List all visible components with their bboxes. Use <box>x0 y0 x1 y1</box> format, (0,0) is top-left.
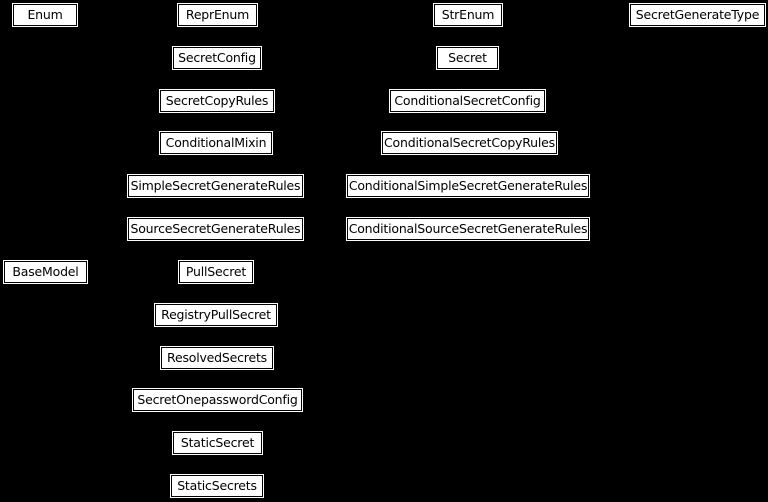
class-node-source-secret-generate-rules[interactable]: SourceSecretGenerateRules <box>128 218 303 240</box>
class-node-static-secret[interactable]: StaticSecret <box>173 432 262 454</box>
class-node-pull-secret[interactable]: PullSecret <box>179 261 253 283</box>
class-node-secret-copy-rules[interactable]: SecretCopyRules <box>160 90 274 112</box>
class-node-conditional-simple-secret-generate-rules[interactable]: ConditionalSimpleSecretGenerateRules <box>347 175 589 197</box>
class-node-secret[interactable]: Secret <box>437 47 498 69</box>
class-node-simple-secret-generate-rules[interactable]: SimpleSecretGenerateRules <box>128 175 303 197</box>
class-node-secret-onepassword-config[interactable]: SecretOnepasswordConfig <box>133 389 302 411</box>
class-node-conditional-source-secret-generate-rules[interactable]: ConditionalSourceSecretGenerateRules <box>347 218 589 240</box>
class-node-static-secrets[interactable]: StaticSecrets <box>171 475 263 497</box>
class-node-repr-enum[interactable]: ReprEnum <box>178 4 257 26</box>
class-node-str-enum[interactable]: StrEnum <box>434 4 502 26</box>
class-node-base-model[interactable]: BaseModel <box>4 261 87 283</box>
class-node-resolved-secrets[interactable]: ResolvedSecrets <box>161 347 273 369</box>
class-node-enum[interactable]: Enum <box>13 4 77 26</box>
class-node-secret-config[interactable]: SecretConfig <box>173 47 261 69</box>
class-node-conditional-mixin[interactable]: ConditionalMixin <box>160 132 272 154</box>
class-node-conditional-secret-config[interactable]: ConditionalSecretConfig <box>390 90 545 112</box>
class-node-secret-generate-type[interactable]: SecretGenerateType <box>630 4 765 26</box>
class-node-registry-pull-secret[interactable]: RegistryPullSecret <box>155 304 277 326</box>
class-node-conditional-secret-copy-rules[interactable]: ConditionalSecretCopyRules <box>382 132 557 154</box>
